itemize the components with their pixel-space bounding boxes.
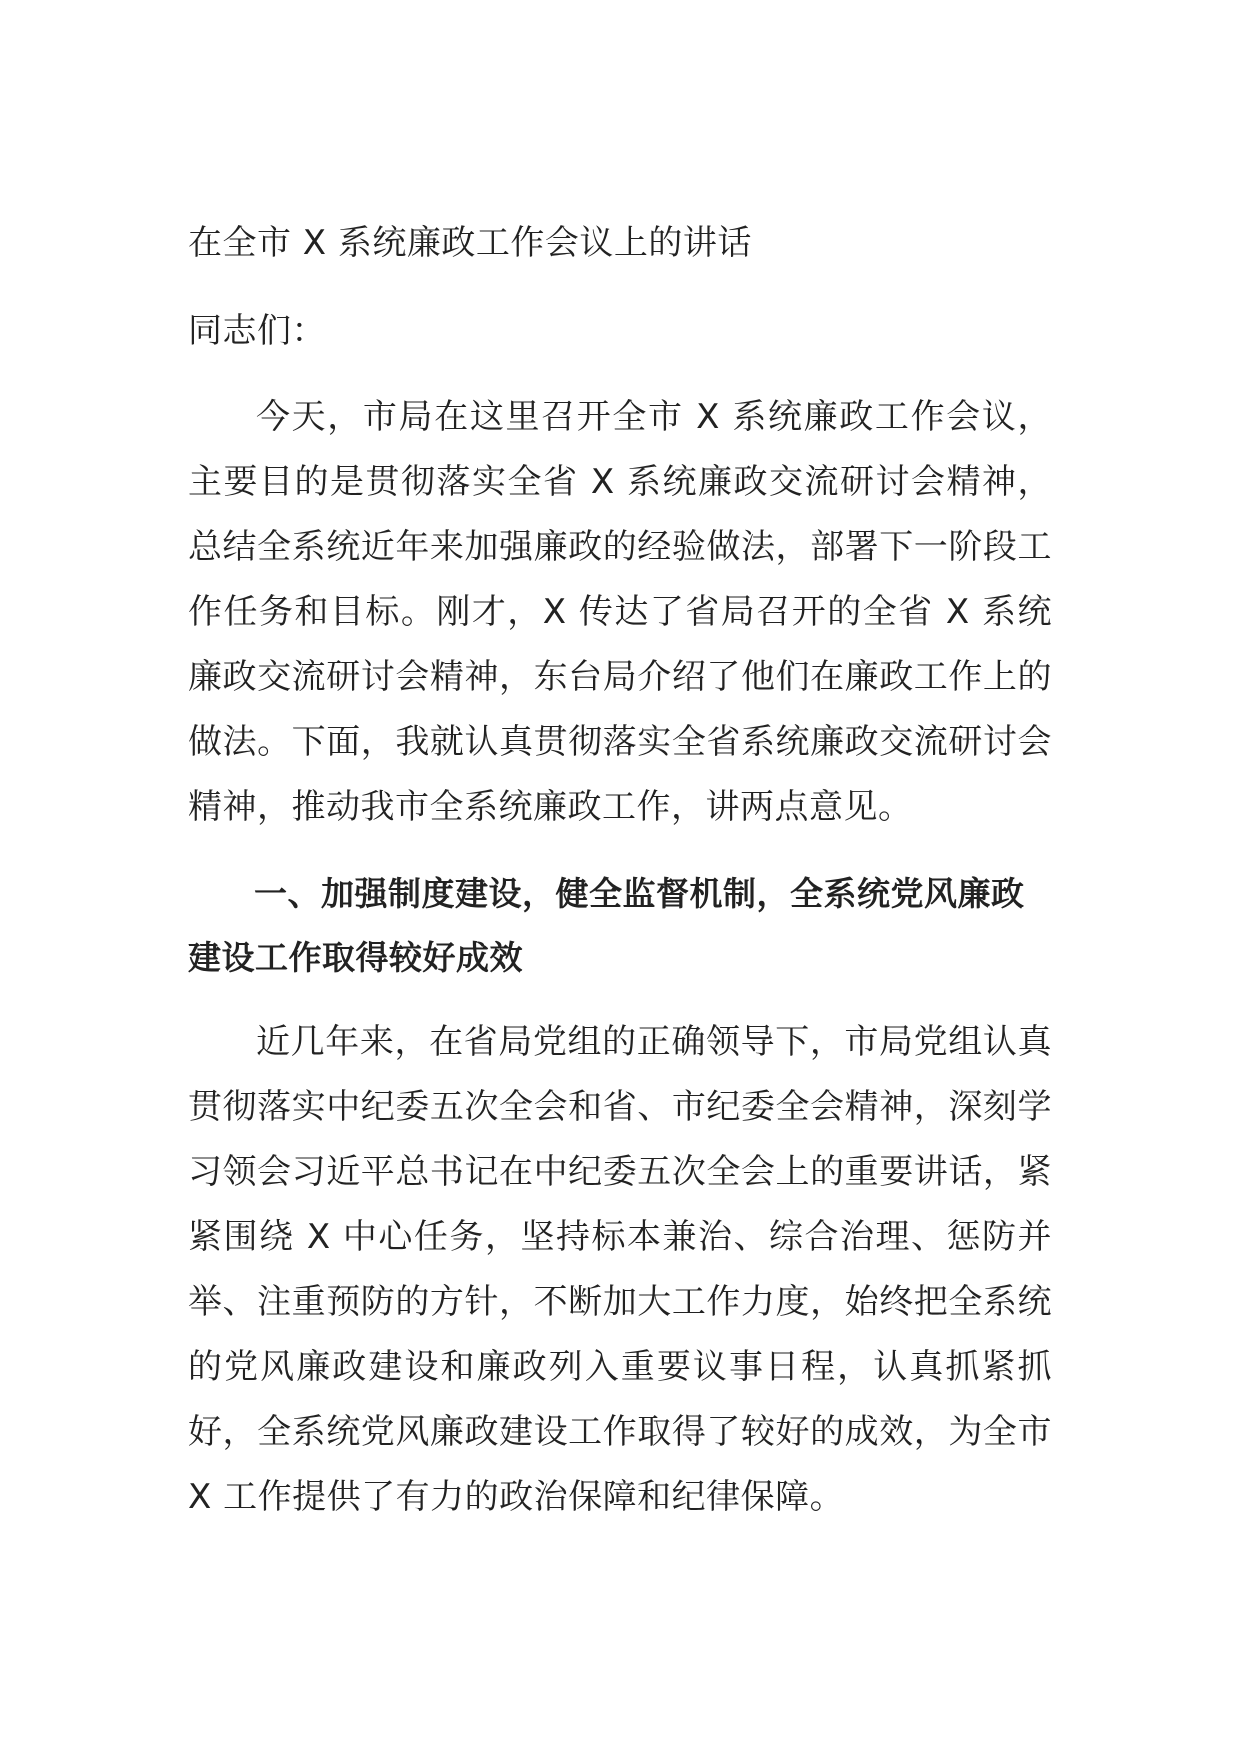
paragraph-intro: 今天，市局在这里召开全市 X 系统廉政工作会议，主要目的是贯彻落实全省 X 系统廉政交流研讨会精神，总结全系统近年来加强廉政的经验做法，部署下一阶段工作任务和目标。刚才，X 传达了省局召开的全省 X 系统廉政交流研讨会精神，东台局介绍了他们在廉政工作上的做法。下面，我就认真贯彻落实全省系统廉政交流研讨会精神，推动我市全系统廉政工作，讲两点意见。 <box>188 397 1052 827</box>
document-title: 在全市 X 系统廉政工作会议上的讲话 <box>188 223 752 263</box>
paragraph-section-1: 近几年来，在省局党组的正确领导下，市局党组认真贯彻落实中纪委五次全会和省、市纪委全会精神，深刻学习领会习近平总书记在中纪委五次全会上的重要讲话，紧紧围绕 X 中心任务，坚持标本兼治、综合治理、惩防并举、注重预防的方针，不断加大工作力度，始终把全系统的党风廉政建设和廉政列入重要议事日程，认真抓紧抓好，全系统党风廉政建设工作取得了较好的成效，为全市 X 工作提供了有力的政治保障和纪律保障。 <box>188 1022 1052 1517</box>
document-body <box>188 211 1052 1552</box>
section-heading-1: 一、加强制度建设，健全监督机制，全系统党风廉政建设工作取得较好成效 <box>188 874 1025 977</box>
salutation: 同志们： <box>188 311 326 351</box>
